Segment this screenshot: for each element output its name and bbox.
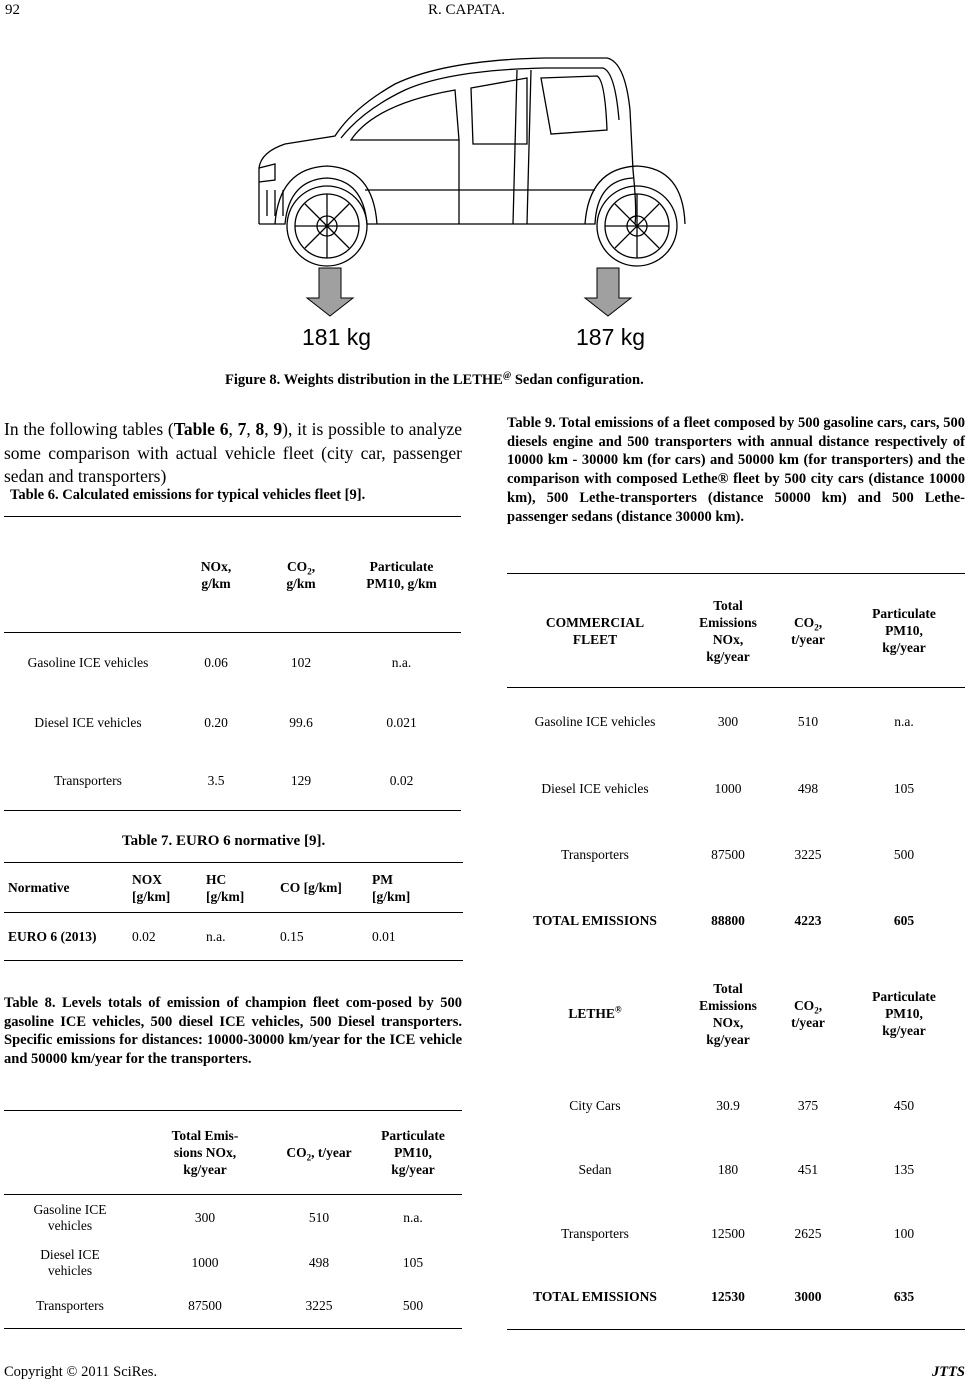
table8-caption: Table 8. Levels totals of emission of champion fleet com-posed by 500 gasoline ICE vehicles, 500 diesel ICE vehicles, 500 Diesel transporters. Specific emissions for distances: 10000-30000 km/year for the ICE vehicle and 50000 km/year for the transporters. (4, 995, 462, 1067)
table8: Total Emis- sions NOx, kg/year $CO_2$, t/year Particulate PM10, kg/year Gasoline ICE vehicles 300 510 n.a. Diesel ICE vehicles 1000 498 105 Transporters 87500 3225 500 (4, 1110, 462, 1329)
table-row: Transporters 3.5 129 0.02 (4, 753, 461, 811)
front-weight-label: 181 kg (302, 324, 372, 350)
table9-caption: Table 9. Total emissions of a fleet composed by 500 gasoline cars, cars, 500 diesels engine and 500 transporters with annual distance respectively of 10000 km - 30000 km (for cars) and 50000 km (for transporters) and the comparison with composed Lethe® fleet by 500 city cars (distance 10000 km), 500 Lethe-transporters (distance 50000 km) and 500 Lethe-passenger sedans (distance 30000 km). (507, 415, 965, 525)
page-number: 92 (5, 2, 20, 18)
table7-caption: Table 7. EURO 6 normative [9]. (122, 833, 326, 849)
car-figure (245, 40, 725, 360)
intro-paragraph: In the following tables (Table 6, 7, 8, 9), it is possible to analyze some comparison with actual vehicle fleet (city car, passenger sedan and transporters) (4, 419, 463, 486)
table-row: Sedan 180 451 135 (578, 1161, 915, 1177)
running-head-author: R. CAPATA. (428, 2, 506, 18)
table-row: EURO 6 (2013) 0.02 n.a. 0.15 0.01 (4, 913, 463, 961)
table7: Normative NOX [g/km] HC [g/km] CO [g/km] PM [g/km] EURO 6 (2013) 0.02 n.a. 0.15 0.01 (4, 862, 463, 961)
table6-header-co2: $CO_2$, g/km (260, 517, 342, 633)
table6-header-nox: NOx, g/km (172, 517, 260, 633)
figure-caption: Figure 8. Weights distribution in the LETHE@ Sedan configuration. (225, 370, 644, 388)
copyright-footer: Copyright © 2011 SciRes. (4, 1364, 158, 1380)
table-total-row: TOTAL EMISSIONS 12530 3000 635 (507, 1266, 965, 1330)
table6 (4, 516, 461, 811)
table6-header-pm: Particulate PM10, g/km (342, 517, 461, 633)
table-row: City Cars 30.9 375 450 (569, 1097, 915, 1113)
rear-weight-arrow (585, 268, 631, 316)
table-row: Gasoline ICE vehicles 300 510 n.a. (33, 1201, 423, 1233)
table-row: Diesel ICE vehicles 0.20 99.6 0.021 (34, 714, 417, 730)
table-row: Transporters 87500 3225 500 (4, 1285, 462, 1329)
table-total-row: TOTAL EMISSIONS 88800 4223 605 (533, 912, 915, 928)
table-row: Diesel ICE vehicles 1000 498 105 (541, 780, 915, 796)
journal-abbrev: JTTS (931, 1364, 965, 1380)
table6-caption: Table 6. Calculated emissions for typical vehicles fleet [9]. (10, 487, 366, 503)
table-row: Gasoline ICE vehicles 0.06 102 n.a. (4, 633, 461, 693)
rear-weight-label: 187 kg (576, 324, 646, 350)
table-row: Transporters 87500 3225 500 (561, 846, 915, 862)
car-body-outline (259, 58, 636, 224)
table-row: Gasoline ICE vehicles 300 510 n.a. (534, 713, 914, 729)
table9: COMMERCIAL FLEET Total Emissions NOx, kg/year $CO_2$, t/year Particulate PM10, kg/year Gasoline ICE vehicles 300 510 n.a. Diesel ICE vehicles 1000 498 105 Transporters 87500 3225 500 TOTAL EMISSIONS 88800 4223 605 LETHE® Total Emissions NOx, kg/year $CO_2$, t/year Particulate PM10, kg/year City Cars 30.9 375 450 Sedan 180 451 135 Transporters 12500 2625 100 TOTAL EMISSIONS 12530 3000 635 (507, 573, 965, 1330)
table-row: Diesel ICE vehicles 1000 498 105 (40, 1246, 424, 1278)
front-weight-arrow (307, 268, 353, 316)
table-row: Transporters 12500 2625 100 (561, 1225, 915, 1241)
